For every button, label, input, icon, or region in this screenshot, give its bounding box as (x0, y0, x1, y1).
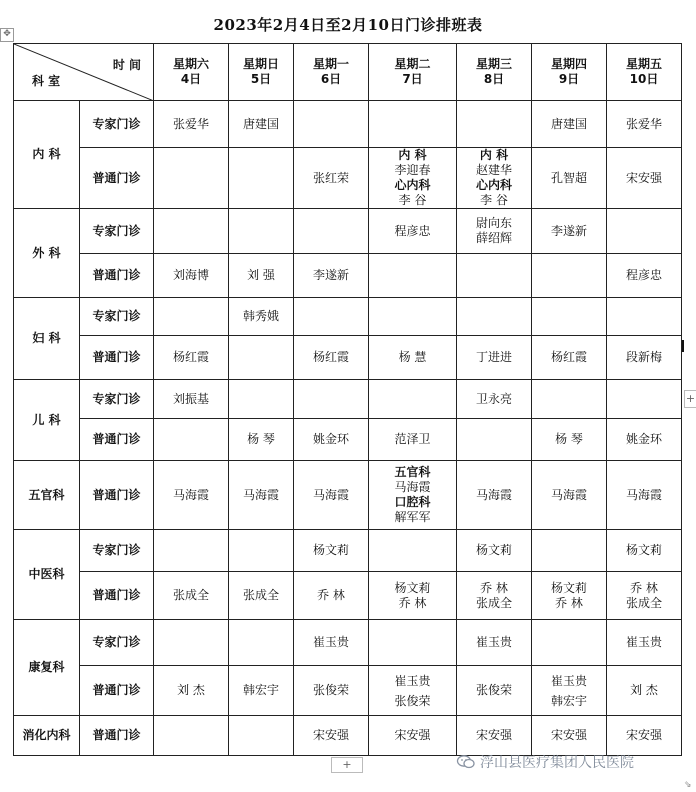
wechat-icon (456, 754, 476, 770)
schedule-cell (369, 298, 457, 336)
schedule-cell: 张爱华 (607, 101, 682, 148)
table-row (14, 461, 682, 530)
table-row (14, 572, 682, 620)
day-header: 星期一 6日 (294, 44, 369, 101)
table-row (14, 148, 682, 209)
table-row (14, 254, 682, 298)
doctor-name: 薛绍辉 (475, 231, 512, 245)
schedule-cell: 宋安强 (607, 148, 682, 209)
clinic-type-cell: 专家门诊 (80, 298, 154, 336)
schedule-cell (154, 716, 229, 756)
clinic-type-cell: 普通门诊 (80, 336, 154, 380)
watermark-text: 浮山县医疗集团人民医院 (480, 755, 634, 771)
schedule-cell: 范泽卫 (369, 419, 457, 461)
schedule-cell: 丁进进 (457, 336, 532, 380)
schedule-cell: 杨文莉 (607, 530, 682, 572)
clinic-type-cell: 普通门诊 (80, 419, 154, 461)
schedule-cell: 段新梅 (607, 336, 682, 380)
time-label: 时 间 (112, 58, 141, 72)
table-row (14, 336, 682, 380)
doctor-name: 乔 林 (398, 595, 427, 610)
schedule-cell (607, 298, 682, 336)
schedule-cell (457, 298, 532, 336)
schedule-cell: 杨红霞 (154, 336, 229, 380)
dept-cell: 康复科 (14, 620, 80, 716)
schedule-cell: 韩秀娥 (229, 298, 294, 336)
schedule-cell: 宋安强 (532, 716, 607, 756)
day-header: 星期五 10日 (607, 44, 682, 101)
doctor-name: 李 谷 (398, 193, 427, 207)
schedule-cell: 唐建国 (532, 101, 607, 148)
clinic-type-cell: 普通门诊 (80, 716, 154, 756)
schedule-cell (154, 148, 229, 209)
doctor-name: 李 谷 (480, 193, 508, 207)
schedule-cell: 杨红霞 (532, 336, 607, 380)
schedule-cell: 刘 强 (229, 254, 294, 298)
table-row (14, 209, 682, 254)
clinic-type-cell: 普通门诊 (80, 148, 154, 209)
schedule-cell: 杨 慧 (369, 336, 457, 380)
sub-dept-label: 内 科 (479, 148, 509, 162)
table-row (14, 716, 682, 756)
clinic-type-cell: 专家门诊 (80, 530, 154, 572)
schedule-cell: 孔智超 (532, 148, 607, 209)
doctor-name: 赵建华 (475, 163, 512, 177)
schedule-cell: 刘 杰 (607, 666, 682, 716)
dept-cell: 五官科 (14, 461, 80, 530)
schedule-cell: 宋安强 (294, 716, 369, 756)
header-row (14, 44, 682, 101)
schedule-cell: 崔玉贵 (607, 620, 682, 666)
corner-cell (14, 44, 154, 101)
dept-cell: 外 科 (14, 209, 80, 298)
dept-cell: 中医科 (14, 530, 80, 620)
schedule-cell (532, 298, 607, 336)
schedule-cell (369, 572, 457, 620)
schedule-cell (369, 666, 457, 716)
schedule-cell: 卫永亮 (457, 380, 532, 419)
clinic-type-cell: 专家门诊 (80, 620, 154, 666)
schedule-cell: 马海霞 (154, 461, 229, 530)
schedule-cell (294, 209, 369, 254)
day-header: 星期四 9日 (532, 44, 607, 101)
doctor-name: 杨文莉 (550, 580, 587, 595)
schedule-table (13, 43, 682, 756)
dept-label: 科 室 (32, 74, 61, 88)
schedule-cell (154, 419, 229, 461)
table-row (14, 380, 682, 419)
doctor-name: 崔玉贵 (550, 673, 587, 688)
schedule-cell (607, 380, 682, 419)
schedule-cell (532, 254, 607, 298)
dept-cell: 消化内科 (14, 716, 80, 756)
schedule-cell (532, 380, 607, 419)
schedule-cell: 杨文莉 (294, 530, 369, 572)
schedule-cell (229, 148, 294, 209)
schedule-cell (532, 572, 607, 620)
clinic-type-cell: 专家门诊 (80, 101, 154, 148)
schedule-cell: 刘振基 (154, 380, 229, 419)
schedule-cell: 张俊荣 (294, 666, 369, 716)
schedule-cell: 崔玉贵 (457, 620, 532, 666)
schedule-cell (154, 530, 229, 572)
schedule-cell: 李遂新 (532, 209, 607, 254)
schedule-cell (369, 254, 457, 298)
doctor-name: 马海霞 (394, 480, 431, 494)
schedule-cell: 马海霞 (607, 461, 682, 530)
add-column-button[interactable]: + (684, 390, 696, 408)
doctor-name: 乔 林 (555, 595, 583, 610)
schedule-cell (229, 380, 294, 419)
schedule-cell (229, 620, 294, 666)
schedule-cell (229, 209, 294, 254)
schedule-cell: 马海霞 (229, 461, 294, 530)
table-row (14, 298, 682, 336)
schedule-cell (457, 419, 532, 461)
schedule-cell (294, 101, 369, 148)
dept-cell: 儿 科 (14, 380, 80, 461)
schedule-cell (369, 380, 457, 419)
schedule-cell (369, 620, 457, 666)
schedule-cell: 乔 林 (294, 572, 369, 620)
schedule-cell (229, 530, 294, 572)
table-row (14, 666, 682, 716)
table-row (14, 419, 682, 461)
schedule-cell (457, 101, 532, 148)
day-header: 星期三 8日 (457, 44, 532, 101)
schedule-cell (369, 530, 457, 572)
text-cursor (682, 340, 684, 352)
day-header: 星期日 5日 (229, 44, 294, 101)
schedule-cell: 张红荣 (294, 148, 369, 209)
schedule-cell (154, 209, 229, 254)
schedule-cell (294, 380, 369, 419)
clinic-type-cell: 专家门诊 (80, 209, 154, 254)
table-move-handle[interactable]: ✥ (0, 28, 14, 42)
schedule-cell: 刘海博 (154, 254, 229, 298)
schedule-cell: 李遂新 (294, 254, 369, 298)
schedule-cell (154, 298, 229, 336)
schedule-cell: 马海霞 (532, 461, 607, 530)
doctor-name: 崔玉贵 (394, 673, 431, 688)
schedule-cell (457, 572, 532, 620)
doctor-name: 张成全 (625, 595, 662, 610)
schedule-cell: 唐建国 (229, 101, 294, 148)
clinic-type-cell: 普通门诊 (80, 666, 154, 716)
schedule-cell (229, 716, 294, 756)
schedule-cell: 杨 琴 (532, 419, 607, 461)
doctor-name: 李迎春 (394, 163, 431, 177)
schedule-cell (457, 209, 532, 254)
schedule-cell (607, 572, 682, 620)
doctor-name: 张成全 (475, 595, 512, 610)
schedule-cell (369, 461, 457, 530)
table-row (14, 530, 682, 572)
schedule-cell (369, 148, 457, 209)
dept-cell: 内 科 (14, 101, 80, 209)
doctor-name: 杨文莉 (394, 580, 431, 595)
doctor-name: 解军军 (394, 510, 431, 524)
resize-handle[interactable]: ⇘ (684, 780, 692, 790)
schedule-cell: 宋安强 (457, 716, 532, 756)
schedule-cell (229, 336, 294, 380)
page-title: 2023年2月4日至2月10日门诊排班表 (213, 16, 483, 34)
doctor-name: 张俊荣 (394, 693, 431, 708)
add-row-button[interactable]: + (331, 757, 363, 773)
schedule-cell: 宋安强 (607, 716, 682, 756)
schedule-cell (532, 620, 607, 666)
schedule-cell: 杨红霞 (294, 336, 369, 380)
schedule-cell: 程彦忠 (607, 254, 682, 298)
schedule-cell: 张爱华 (154, 101, 229, 148)
dept-cell: 妇 科 (14, 298, 80, 380)
schedule-cell (607, 209, 682, 254)
clinic-type-cell: 普通门诊 (80, 254, 154, 298)
schedule-cell: 杨 琴 (229, 419, 294, 461)
schedule-cell: 程彦忠 (369, 209, 457, 254)
schedule-cell (532, 530, 607, 572)
schedule-cell (154, 620, 229, 666)
schedule-cell (457, 254, 532, 298)
doctor-name: 尉向东 (475, 216, 512, 230)
schedule-cell: 马海霞 (457, 461, 532, 530)
table-row (14, 101, 682, 148)
schedule-cell: 张成全 (154, 572, 229, 620)
sub-dept-label: 内 科 (398, 148, 427, 162)
clinic-type-cell: 普通门诊 (80, 572, 154, 620)
schedule-cell: 韩宏宇 (229, 666, 294, 716)
schedule-cell (294, 298, 369, 336)
watermark (456, 752, 634, 772)
schedule-cell: 马海霞 (294, 461, 369, 530)
day-header: 星期二 7日 (369, 44, 457, 101)
schedule-cell (532, 666, 607, 716)
schedule-cell: 姚金环 (607, 419, 682, 461)
sub-dept-label: 心内科 (475, 178, 512, 192)
clinic-type-cell: 专家门诊 (80, 380, 154, 419)
schedule-cell: 张俊荣 (457, 666, 532, 716)
day-header: 星期六 4日 (154, 44, 229, 101)
schedule-cell: 姚金环 (294, 419, 369, 461)
schedule-cell: 张成全 (229, 572, 294, 620)
sub-dept-label: 五官科 (394, 465, 431, 479)
doctor-name: 韩宏宇 (550, 693, 587, 708)
doctor-name: 乔 林 (480, 580, 508, 595)
table-row (14, 620, 682, 666)
doctor-name: 乔 林 (630, 580, 658, 595)
schedule-cell: 宋安强 (369, 716, 457, 756)
schedule-cell: 崔玉贵 (294, 620, 369, 666)
schedule-cell (369, 101, 457, 148)
schedule-cell: 杨文莉 (457, 530, 532, 572)
schedule-cell: 刘 杰 (154, 666, 229, 716)
sub-dept-label: 心内科 (394, 178, 431, 192)
schedule-cell (457, 148, 532, 209)
sub-dept-label: 口腔科 (394, 495, 431, 509)
clinic-type-cell: 普通门诊 (80, 461, 154, 530)
